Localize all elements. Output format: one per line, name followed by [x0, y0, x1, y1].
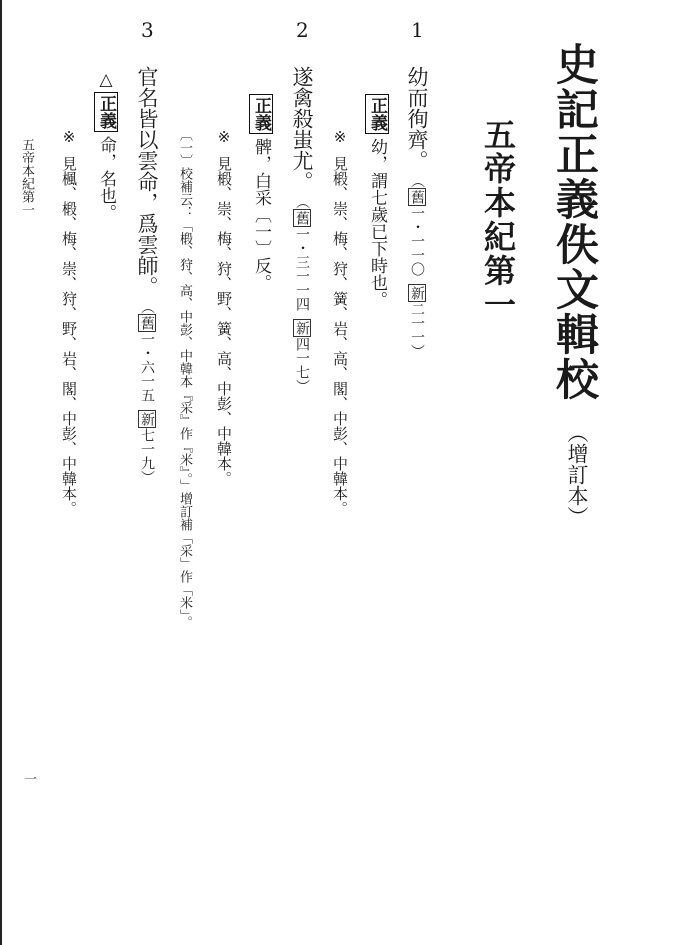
- book-title: 史記正義佚文輯校: [549, 42, 599, 402]
- note-1: ※見椴、崇、梅、狩、簧、岩、高、閣、中彭、中韓本。: [331, 128, 349, 516]
- entry-number-2: 2: [296, 18, 309, 42]
- gloss-3: △正義命，名也。: [96, 70, 116, 221]
- note-2: ※見椴、崇、梅、狩、野、簧、高、中彭、中韓本。: [215, 128, 233, 486]
- running-head: 五帝本紀第一: [19, 138, 34, 216]
- zhengyi-label-badge: 正義: [94, 92, 118, 132]
- entry-number-3: 3: [141, 18, 154, 42]
- gloss-2: 正義髀，白采〔一〕反。: [252, 94, 269, 291]
- zhengyi-label-badge: 正義: [365, 94, 389, 134]
- ref-old-badge: 舊: [139, 316, 155, 330]
- note-mark: ※: [331, 128, 349, 146]
- chapter-title: 五帝本紀第一: [479, 118, 517, 322]
- gloss-1: 正義幼，謂七歲已下時也。: [368, 94, 385, 308]
- ref-new-badge: 新: [294, 321, 310, 335]
- note-3: ※見楓、椴、梅、崇、狩、野、岩、閣、中彭、中韓本。: [60, 128, 78, 516]
- ref-new-badge: 新: [139, 412, 155, 426]
- entry-number-1: 1: [411, 18, 424, 42]
- triangle-marker: △: [96, 70, 116, 90]
- entry-main-text-2: 遂禽殺蚩尤。（舊一・三一一四新四一七）: [290, 66, 314, 393]
- note-mark: ※: [60, 128, 78, 146]
- page-edge-rule: [0, 0, 2, 945]
- edition-label: （增訂本）: [565, 422, 589, 527]
- ref-new-badge: 新: [409, 286, 425, 300]
- page-number: 一: [21, 772, 36, 785]
- footnote-2: 〔一〕校補云：「椴、狩、高、中彭、中韓本『采』作『米』。」增訂補「采」作「米」。: [177, 128, 192, 629]
- entry-main-text-3: 官名皆以雲命，爲雲師。（舊一・六一五新七一九）: [135, 66, 159, 484]
- ref-old-badge: 舊: [294, 211, 310, 225]
- note-mark: ※: [215, 128, 233, 146]
- entry-main-text-1: 幼而徇齊。（舊一・一一〇新二一一）: [405, 66, 429, 358]
- ref-old-badge: 舊: [409, 190, 425, 204]
- zhengyi-label-badge: 正義: [249, 94, 273, 134]
